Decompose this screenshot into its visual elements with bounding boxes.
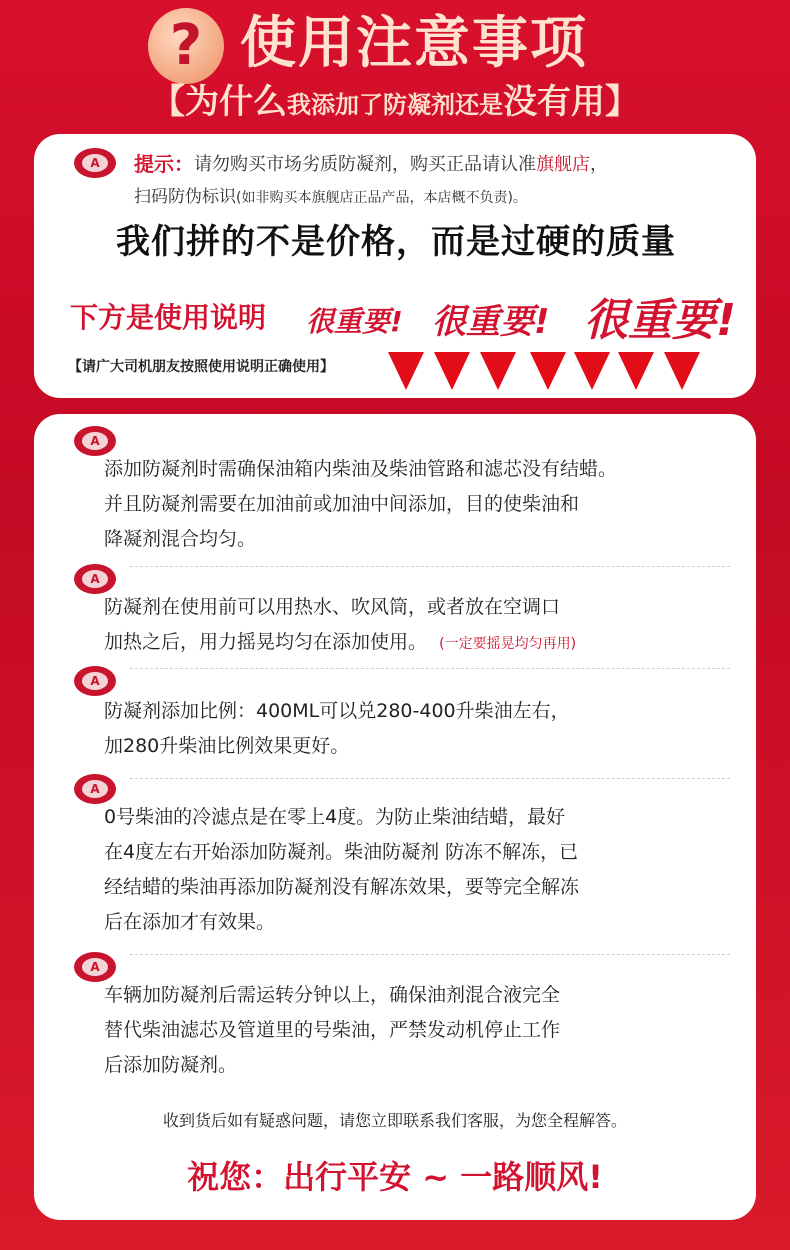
instructions-heading: 下方是使用说明 xyxy=(70,301,267,334)
closing-wish: 祝您：出行平安 ~ 一路顺风! xyxy=(187,1158,603,1196)
header xyxy=(0,0,790,130)
important-text-3: 很重要! xyxy=(584,295,737,346)
down-arrow-icon xyxy=(530,352,566,390)
instructions-card xyxy=(34,414,756,1220)
subtitle-left: 【为什么 xyxy=(151,82,287,122)
down-arrow-icon xyxy=(388,352,424,390)
subtitle-right: 没有用】 xyxy=(503,82,639,122)
page-title: 使用注意事项 xyxy=(240,11,588,76)
badge-a-icon: A xyxy=(74,774,116,804)
divider xyxy=(130,778,730,779)
tip-label: 提示： xyxy=(134,152,194,176)
instruction-item-4: 0号柴油的冷滤点是在零上4度。为防止柴油结蜡，最好 在4度左右开始添加防凝剂。柴油防凝剂 防冻不解冻，已 经结蜡的柴油再添加防凝剂没有解冻效果，要等完全解冻 后在添加才有效果。 xyxy=(104,806,580,933)
instruction-item-5: 车辆加防凝剂后需运转分钟以上，确保油剂混合液完全 替代柴油滤芯及管道里的号柴油，严禁发动机停止工作 后添加防凝剂。 xyxy=(104,984,561,1076)
usage-guide-note: 【请广大司机朋友按照使用说明正确使用】 xyxy=(68,359,334,375)
divider xyxy=(130,954,730,955)
down-arrow-icon xyxy=(574,352,610,390)
contact-note: 收到货后如有疑惑问题，请您立即联系我们客服，为您全程解答。 xyxy=(162,1111,627,1130)
question-mark-icon: ? xyxy=(148,8,224,84)
down-arrow-icon xyxy=(618,352,654,390)
tip-line-2: 扫码防伪标识(如非购买本旗舰店正品产品，本店概不负责)。 xyxy=(134,187,527,207)
badge-a-icon: A xyxy=(74,148,116,178)
tip-line-1: 请勿购买市场劣质防凝剂，购买正品请认准旗舰店， xyxy=(194,154,608,175)
tip-card xyxy=(34,134,756,398)
badge-a-icon: A xyxy=(74,426,116,456)
instruction-item-1: 添加防凝剂时需确保油箱内柴油及柴油管路和滤芯没有结蜡。 并且防凝剂需要在加油前或加油中间添加，目的使柴油和 降凝剂混合均匀。 xyxy=(104,458,618,550)
subtitle-mid: 我添加了防凝剂还是 xyxy=(287,91,503,119)
down-arrow-icon xyxy=(664,352,700,390)
page-subtitle xyxy=(0,80,790,127)
slogan: 我们拼的不是价格，而是过硬的质量 xyxy=(116,222,676,262)
important-text-1: 很重要! xyxy=(306,305,403,338)
badge-a-icon: A xyxy=(74,952,116,982)
instruction-item-3: 防凝剂添加比例：400ML可以兑280-400升柴油左右， 加280升柴油比例效果更好。 xyxy=(104,700,570,757)
badge-a-icon: A xyxy=(74,564,116,594)
shake-note: (一定要摇晃均匀再用) xyxy=(439,636,577,652)
important-text-2: 很重要! xyxy=(432,302,550,342)
down-arrow-icon xyxy=(480,352,516,390)
badge-a-icon: A xyxy=(74,666,116,696)
instruction-item-2: 防凝剂在使用前可以用热水、吹风筒，或者放在空调口 加热之后，用力摇晃均匀在添加使用。 (一定要摇晃均匀再用) xyxy=(104,596,577,653)
down-arrow-icon xyxy=(434,352,470,390)
divider xyxy=(130,566,730,567)
divider xyxy=(130,668,730,669)
flagship-store-text: 旗舰店 xyxy=(536,154,590,175)
